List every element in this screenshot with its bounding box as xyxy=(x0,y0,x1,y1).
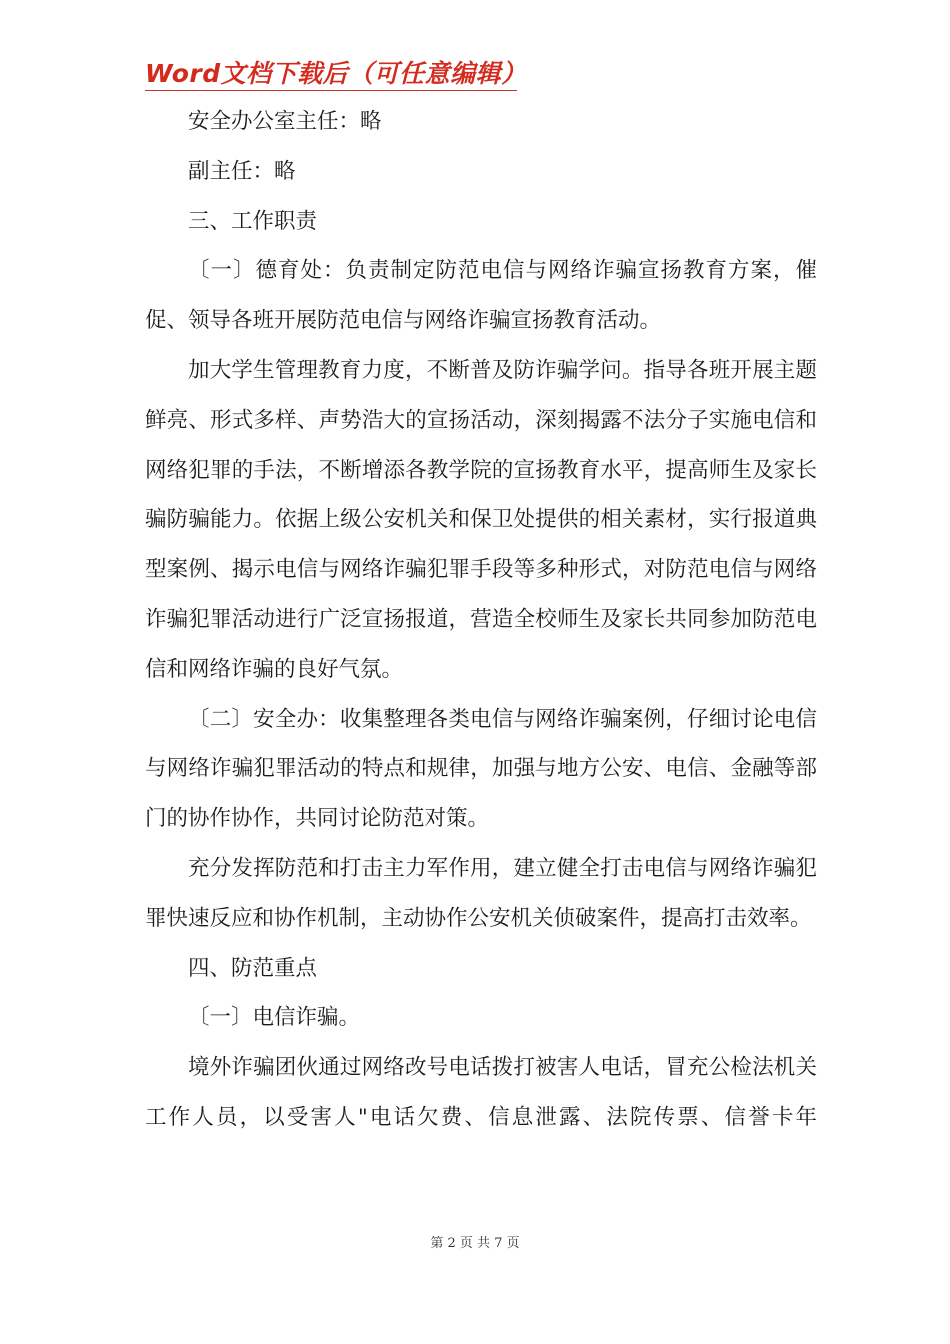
banner-text: Word文档下载后（可任意编辑） xyxy=(145,59,527,88)
paragraph: 充分发挥防范和打击主力军作用，建立健全打击电信与网络诈骗犯罪快速反应和协作机制，主动协作公安机关侦破案件，提高打击效率。 xyxy=(145,855,817,931)
paragraph: 加大学生管理教育力度，不断普及防诈骗学问。指导各班开展主题鲜亮、形式多样、声势浩大的宣扬活动，深刻揭露不法分子实施电信和网络犯罪的手法，不断增添各教学院的宣扬教育水平，提高师生及家长骗防骗能力。依据上级公安机关和保卫处提供的相关素材，实行报道典型案例、揭示电信与网络诈骗犯罪手段等多种形式，对防范电信与网络诈骗犯罪活动进行广泛宣扬报道，营造全校师生及家长共同参加防范电信和网络诈骗的良好气氛。 xyxy=(145,357,817,682)
section-heading: 三、工作职责 xyxy=(188,208,318,234)
download-banner xyxy=(145,58,527,91)
page-number: 第 2 页 共 7 页 xyxy=(430,1236,520,1251)
paragraph: 〔二〕安全办：收集整理各类电信与网络诈骗案例，仔细讨论电信与网络诈骗犯罪活动的特点和规律，加强与地方公安、电信、金融等部门的协作协作，共同讨论防范对策。 xyxy=(145,706,817,832)
section-heading: 四、防范重点 xyxy=(188,955,318,981)
paragraph: 〔一〕德育处：负责制定防范电信与网络诈骗宣扬教育方案，催促、领导各班开展防范电信与网络诈骗宣扬教育活动。 xyxy=(145,258,817,334)
document-body xyxy=(145,97,817,1143)
paragraph: 境外诈骗团伙通过网络改号电话拨打被害人电话，冒充公检法机关工作人员，以受害人"电话欠费、信息泄露、法院传票、信誉卡年 xyxy=(145,1055,817,1130)
paragraph: 副主任：略 xyxy=(188,158,296,184)
paragraph: 安全办公室主任：略 xyxy=(188,109,382,134)
paragraph: 〔一〕电信诈骗。 xyxy=(188,1005,361,1031)
